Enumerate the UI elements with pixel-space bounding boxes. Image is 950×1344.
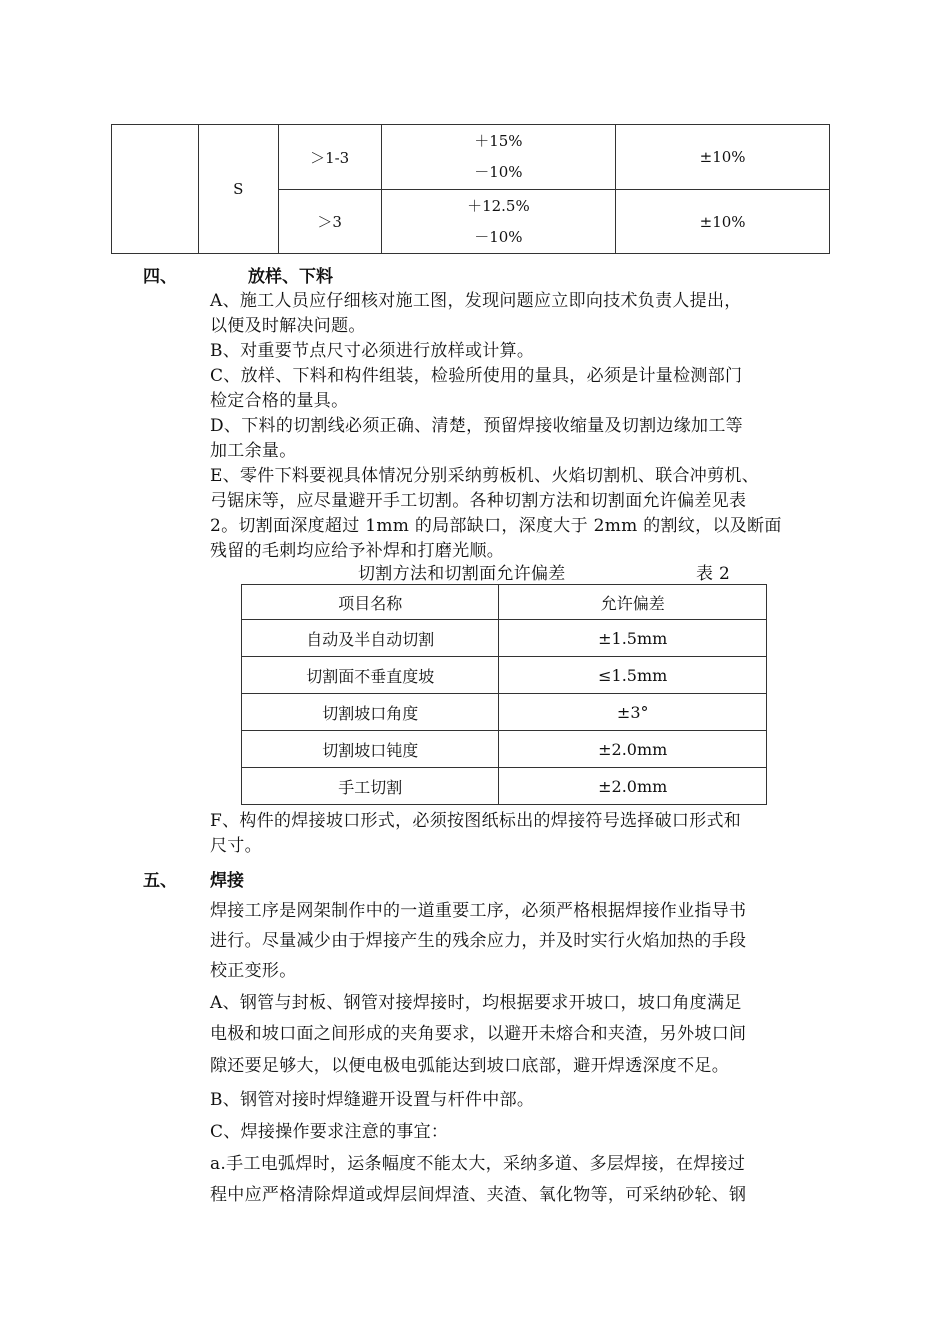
table-cell-tolerance: ±10% <box>616 190 830 254</box>
row-value: ±3° <box>499 694 767 731</box>
row-item: 手工切割 <box>242 768 499 805</box>
table-caption: 切割方法和切割面允许偏差 <box>358 564 566 584</box>
table-row <box>242 768 767 805</box>
table-cell-range: ＞1-3 <box>278 125 381 190</box>
table-cell-tolerance: ±10% <box>616 125 830 190</box>
row-value: ±2.0mm <box>499 731 767 768</box>
para-c-line2: 检定合格的量具。 <box>210 391 349 411</box>
section5-line: A、钢管与封板、钢管对接焊接时，均根据要求开坡口，坡口角度满足 <box>210 993 742 1013</box>
upper-pct: ＋15% <box>474 132 523 150</box>
row-item: 切割面不垂直度坡 <box>242 657 499 694</box>
section5-line: 进行。尽量减少由于焊接产生的残余应力，并及时实行火焰加热的手段 <box>210 931 747 951</box>
para-f-line1: F、构件的焊接坡口形式，必须按图纸标出的焊接符号选择破口形式和 <box>210 811 742 831</box>
row-value: ±2.0mm <box>499 768 767 805</box>
para-e-line4: 残留的毛刺均应给予补焊和打磨光顺。 <box>210 541 505 561</box>
para-e-line3: 2。切割面深度超过 1mm 的局部缺口，深度大于 2mm 的割纹，以及断面 <box>210 516 782 536</box>
table-cell-empty <box>112 125 199 254</box>
section5-title: 焊接 <box>210 871 244 891</box>
para-b-line1: B、对重要节点尺寸必须进行放样或计算。 <box>210 341 535 361</box>
table-row <box>242 657 767 694</box>
section5-line: 程中应严格清除焊道或焊层间焊渣、夹渣、氧化物等，可采纳砂轮、钢 <box>210 1185 747 1205</box>
table-cell-pct <box>381 125 616 190</box>
table-row <box>242 620 767 657</box>
table-cell-s: S <box>198 125 278 254</box>
section5-line: 校正变形。 <box>210 961 297 981</box>
para-d-line1: D、下料的切割线必须正确、清楚，预留焊接收缩量及切割边缘加工等 <box>210 416 743 436</box>
row-value: ±1.5mm <box>499 620 767 657</box>
section4-number: 四、 <box>143 267 177 287</box>
table-cell-range: ＞3 <box>278 190 381 254</box>
para-a-line2: 以便及时解决问题。 <box>210 316 366 336</box>
para-e-line1: E、零件下料要视具体情况分别采纳剪板机、火焰切割机、联合冲剪机、 <box>210 466 760 486</box>
table-row <box>242 694 767 731</box>
table-header-row <box>242 585 767 620</box>
row-value: ≤1.5mm <box>499 657 767 694</box>
para-e-line2: 弓锯床等，应尽量避开手工切割。各种切割方法和切割面允许偏差见表 <box>210 491 747 511</box>
table-label: 表 2 <box>696 564 731 584</box>
section5-line: C、焊接操作要求注意的事宜： <box>210 1122 449 1142</box>
section4-title: 放样、下料 <box>248 267 333 287</box>
section5-line: B、钢管对接时焊缝避开设置与杆件中部。 <box>210 1090 535 1110</box>
section5-number: 五、 <box>143 871 177 891</box>
thickness-tolerance-table <box>111 124 830 254</box>
table-cell-pct <box>381 190 616 254</box>
section5-line: 焊接工序是网架制作中的一道重要工序，必须严格根据焊接作业指导书 <box>210 901 747 921</box>
lower-pct: －10% <box>474 227 523 246</box>
row-item: 切割坡口钝度 <box>242 731 499 768</box>
lower-pct: －10% <box>474 163 523 181</box>
section5-line: 隙还要足够大，以便电极电弧能达到坡口底部，避开焊透深度不足。 <box>210 1056 729 1076</box>
section5-line: a.手工电弧焊时，运条幅度不能太大，采纳多道、多层焊接，在焊接过 <box>210 1154 746 1174</box>
para-f-line2: 尺寸。 <box>210 836 262 856</box>
row-item: 自动及半自动切割 <box>242 620 499 657</box>
upper-pct: ＋12.5% <box>467 196 530 215</box>
header-tolerance: 允许偏差 <box>499 585 767 620</box>
para-a-line1: A、施工人员应仔细核对施工图，发现问题应立即向技术负责人提出， <box>210 291 742 311</box>
para-c-line1: C、放样、下料和构件组装，检验所使用的量具，必须是计量检测部门 <box>210 366 743 386</box>
cutting-tolerance-table <box>241 584 767 805</box>
header-item-name: 项目名称 <box>242 585 499 620</box>
row-item: 切割坡口角度 <box>242 694 499 731</box>
table-row <box>242 731 767 768</box>
section5-line: 电极和坡口面之间形成的夹角要求，以避开未熔合和夹渣，另外坡口间 <box>210 1024 747 1044</box>
para-d-line2: 加工余量。 <box>210 441 297 461</box>
